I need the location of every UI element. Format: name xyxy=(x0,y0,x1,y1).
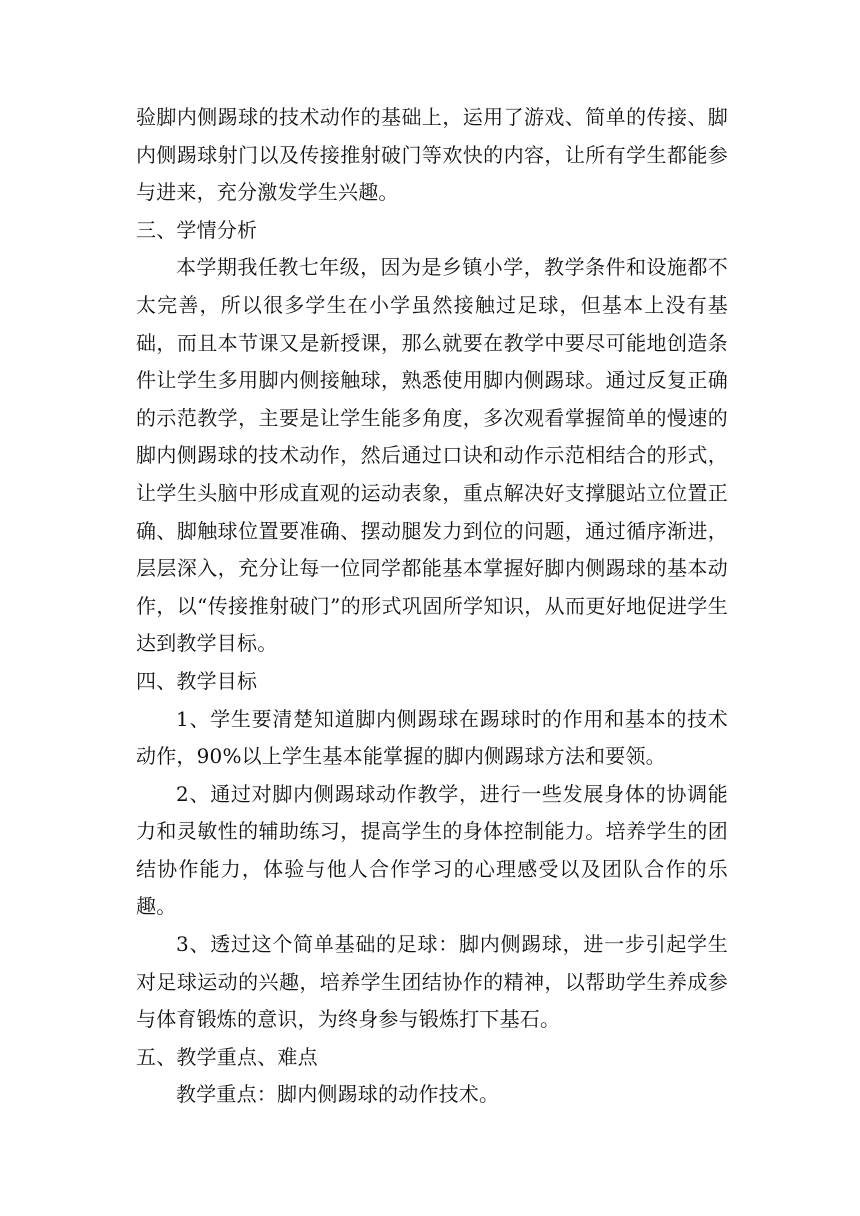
document-body xyxy=(136,99,728,1114)
paragraph-key-point: 教学重点：脚内侧踢球的动作技术。 xyxy=(176,1082,500,1107)
paragraph-intro-continuation: 验脚内侧踢球的技术动作的基础上，运用了游戏、简单的传接、脚内侧踢球射门以及传接推射破门等欢快的内容，让所有学生都能参与进来，充分激发学生兴趣。 xyxy=(136,105,728,205)
paragraph-goal-2: 2、通过对脚内侧踢球动作教学，进行一些发展身体的协调能力和灵敏性的辅助练习，提高学生的身体控制能力。培养学生的团结协作能力，体验与他人合作学习的心理感受以及团队合作的乐趣。 xyxy=(136,781,728,919)
section-heading-student-analysis: 三、学情分析 xyxy=(136,217,258,242)
paragraph-goal-1: 1、学生要清楚知道脚内侧踢球在踢球时的作用和基本的技术动作，90%以上学生基本能掌握的脚内侧踢球方法和要领。 xyxy=(136,706,728,769)
paragraph-student-analysis: 本学期我任教七年级，因为是乡镇小学，教学条件和设施都不太完善，所以很多学生在小学虽然接触过足球，但基本上没有基础，而且本节课又是新授课，那么就要在教学中要尽可能地创造条件让学生多用脚内侧接触球，熟悉使用脚内侧踢球。通过反复正确的示范教学，主要是让学生能多角度，多次观看掌握简单的慢速的脚内侧踢球的技术动作，然后通过口诀和动作示范相结合的形式，让学生头脑中形成直观的运动表象，重点解决好支撑腿站立位置正确、脚触球位置要准确、摆动腿发力到位的问题，通过循序渐进，层层深入，充分让每一位同学都能基本掌握好脚内侧踢球的基本动作，以“传接推射破门”的形式巩固所学知识，从而更好地促进学生达到教学目标。 xyxy=(136,255,728,656)
paragraph-goal-3: 3、透过这个简单基础的足球：脚内侧踢球，进一步引起学生对足球运动的兴趣，培养学生团结协作的精神，以帮助学生养成参与体育锻炼的意识，为终身参与锻炼打下基石。 xyxy=(136,932,728,1032)
section-heading-key-points: 五、教学重点、难点 xyxy=(136,1044,318,1069)
section-heading-teaching-goals: 四、教学目标 xyxy=(136,668,258,693)
